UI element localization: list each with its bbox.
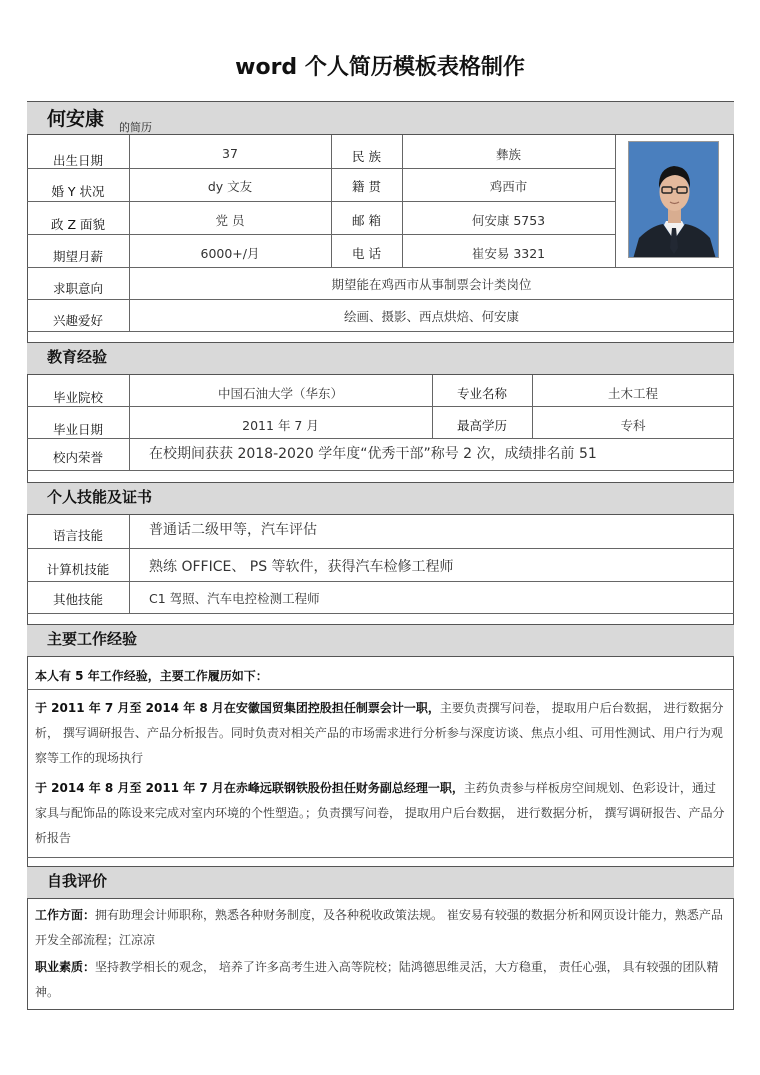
label-language: 语言技能: [52, 528, 103, 543]
label-degree: 最高学历: [456, 418, 507, 433]
value-major: 土木工程: [607, 386, 658, 401]
grid-line: [615, 135, 616, 267]
self-eval-quality: [35, 955, 727, 1005]
label-computer: 计算机技能: [46, 562, 110, 577]
grid-line: [27, 470, 734, 471]
label-grad-date: 毕业日期: [52, 422, 103, 437]
label-phone: 电 话: [352, 246, 381, 261]
value-other: C1 驾照、汽车电控检测工程师: [149, 591, 320, 606]
value-language: 普通话二级甲等，汽车评估: [149, 522, 317, 538]
value-phone: 崔安易 3321: [471, 245, 546, 261]
label-ethnic: 民 族: [352, 149, 381, 164]
value-grad-date: 2011 年 7 月: [242, 418, 319, 433]
label-major: 专业名称: [456, 386, 507, 401]
grid-line: [27, 299, 734, 300]
value-political: 党 员: [215, 212, 245, 228]
skills-band: [27, 482, 734, 515]
value-school: 中国石油大学（华东）: [217, 386, 343, 401]
value-hobby: 绘画、摄影、西点烘焙、何安康: [343, 309, 519, 324]
name-heading: 何安康: [47, 108, 105, 130]
job-2-text: 主药负责参与样板房空间规划、色彩设计，通过家具与配饰品的陈设来完成对室内环境的个性塑造。；负责撰写问卷， 提取用户后台数据， 进行数据分析， 撰写调研报告、产品分析报告: [35, 781, 725, 845]
self-eval-band: [27, 866, 734, 899]
job-1-text: 主要负责撰写问卷， 提取用户后台数据， 进行数据分析， 撰写调研报告、产品分析报告。同时负责对相关产品的市场需求进行分析参与深度访谈、焦点小组、可用性测试、用户行为观察等工作的现场执行: [35, 701, 724, 765]
job-1-title: 于 2011 年 7 月至 2014 年 8 月在安徽国贸集团控股担任制票会计一职，: [35, 701, 440, 715]
grid-line: [27, 857, 734, 858]
work-summary: 本人有 5 年工作经验，主要工作履历如下：: [35, 669, 268, 683]
self-eval-work-text: 拥有助理会计师职称，熟悉各种财务制度，及各种税收政策法规。 崔安易有较强的数据分析和网页设计能力，熟悉产品开发全部流程；江凉凉: [35, 908, 723, 947]
label-email: 邮 箱: [352, 213, 381, 228]
label-marital: 婚 Y 状况: [51, 184, 105, 199]
self-eval-quality-text: 坚持教学相长的观念， 培养了许多高考生进入高等院校；陆鸿德思维灵活，大方稳重， 责任心强， 具有较强的团队精神。: [35, 960, 719, 999]
self-eval-work-label: 工作方面：: [35, 908, 96, 922]
portrait-icon: [629, 142, 719, 258]
label-native: 籍 贯: [352, 179, 381, 194]
label-political: 政 Z 面貌: [50, 217, 105, 232]
label-school: 毕业院校: [52, 390, 103, 405]
value-ethnic: 彝族: [495, 146, 521, 162]
job-entry-1: [35, 696, 727, 771]
label-hobby: 兴趣爱好: [52, 313, 103, 328]
name-suffix: 的简历: [119, 121, 152, 134]
job-entry-2: [35, 776, 727, 851]
portrait-photo: [628, 141, 719, 258]
value-email: 何安康 5753: [471, 212, 546, 228]
grid-line: [27, 548, 734, 549]
label-intent: 求职意向: [52, 281, 103, 296]
work-band: [27, 624, 734, 657]
self-eval-quality-label: 职业素质：: [35, 960, 96, 974]
value-marital: dy 文友: [207, 178, 253, 194]
grid-line: [27, 613, 734, 614]
value-degree: 专科: [620, 418, 646, 433]
value-honor: 在校期间获获 2018-2020 学年度“优秀干部”称号 2 次，成绩排名前 51: [149, 446, 597, 462]
work-heading: 主要工作经验: [47, 630, 138, 648]
document-title: word 个人简历模板表格制作: [235, 55, 525, 80]
value-computer: 熟练 OFFICE、 PS 等软件，获得汽车检修工程师: [149, 559, 454, 575]
label-other: 其他技能: [52, 592, 103, 607]
self-eval-work: [35, 903, 727, 953]
label-birth: 出生日期: [52, 153, 103, 168]
education-heading: 教育经验: [47, 348, 108, 366]
name-header-band: [27, 101, 734, 135]
value-birth: 37: [222, 146, 238, 161]
self-eval-heading: 自我评价: [47, 872, 108, 890]
skills-heading: 个人技能及证书: [47, 488, 153, 506]
label-salary: 期望月薪: [52, 249, 103, 264]
grid-line: [27, 331, 734, 332]
grid-line: [27, 689, 734, 690]
job-2-title: 于 2014 年 8 月至 2011 年 7 月在赤峰远联钢铁股份担任财务副总经理一职，: [35, 781, 464, 795]
value-salary: 6000+/月: [200, 245, 260, 261]
grid-line: [27, 581, 734, 582]
education-band: [27, 342, 734, 375]
value-native: 鸡西市: [489, 178, 528, 194]
label-honor: 校内荣誉: [52, 450, 103, 465]
value-intent: 期望能在鸡西市从事制票会计类岗位: [331, 277, 532, 292]
